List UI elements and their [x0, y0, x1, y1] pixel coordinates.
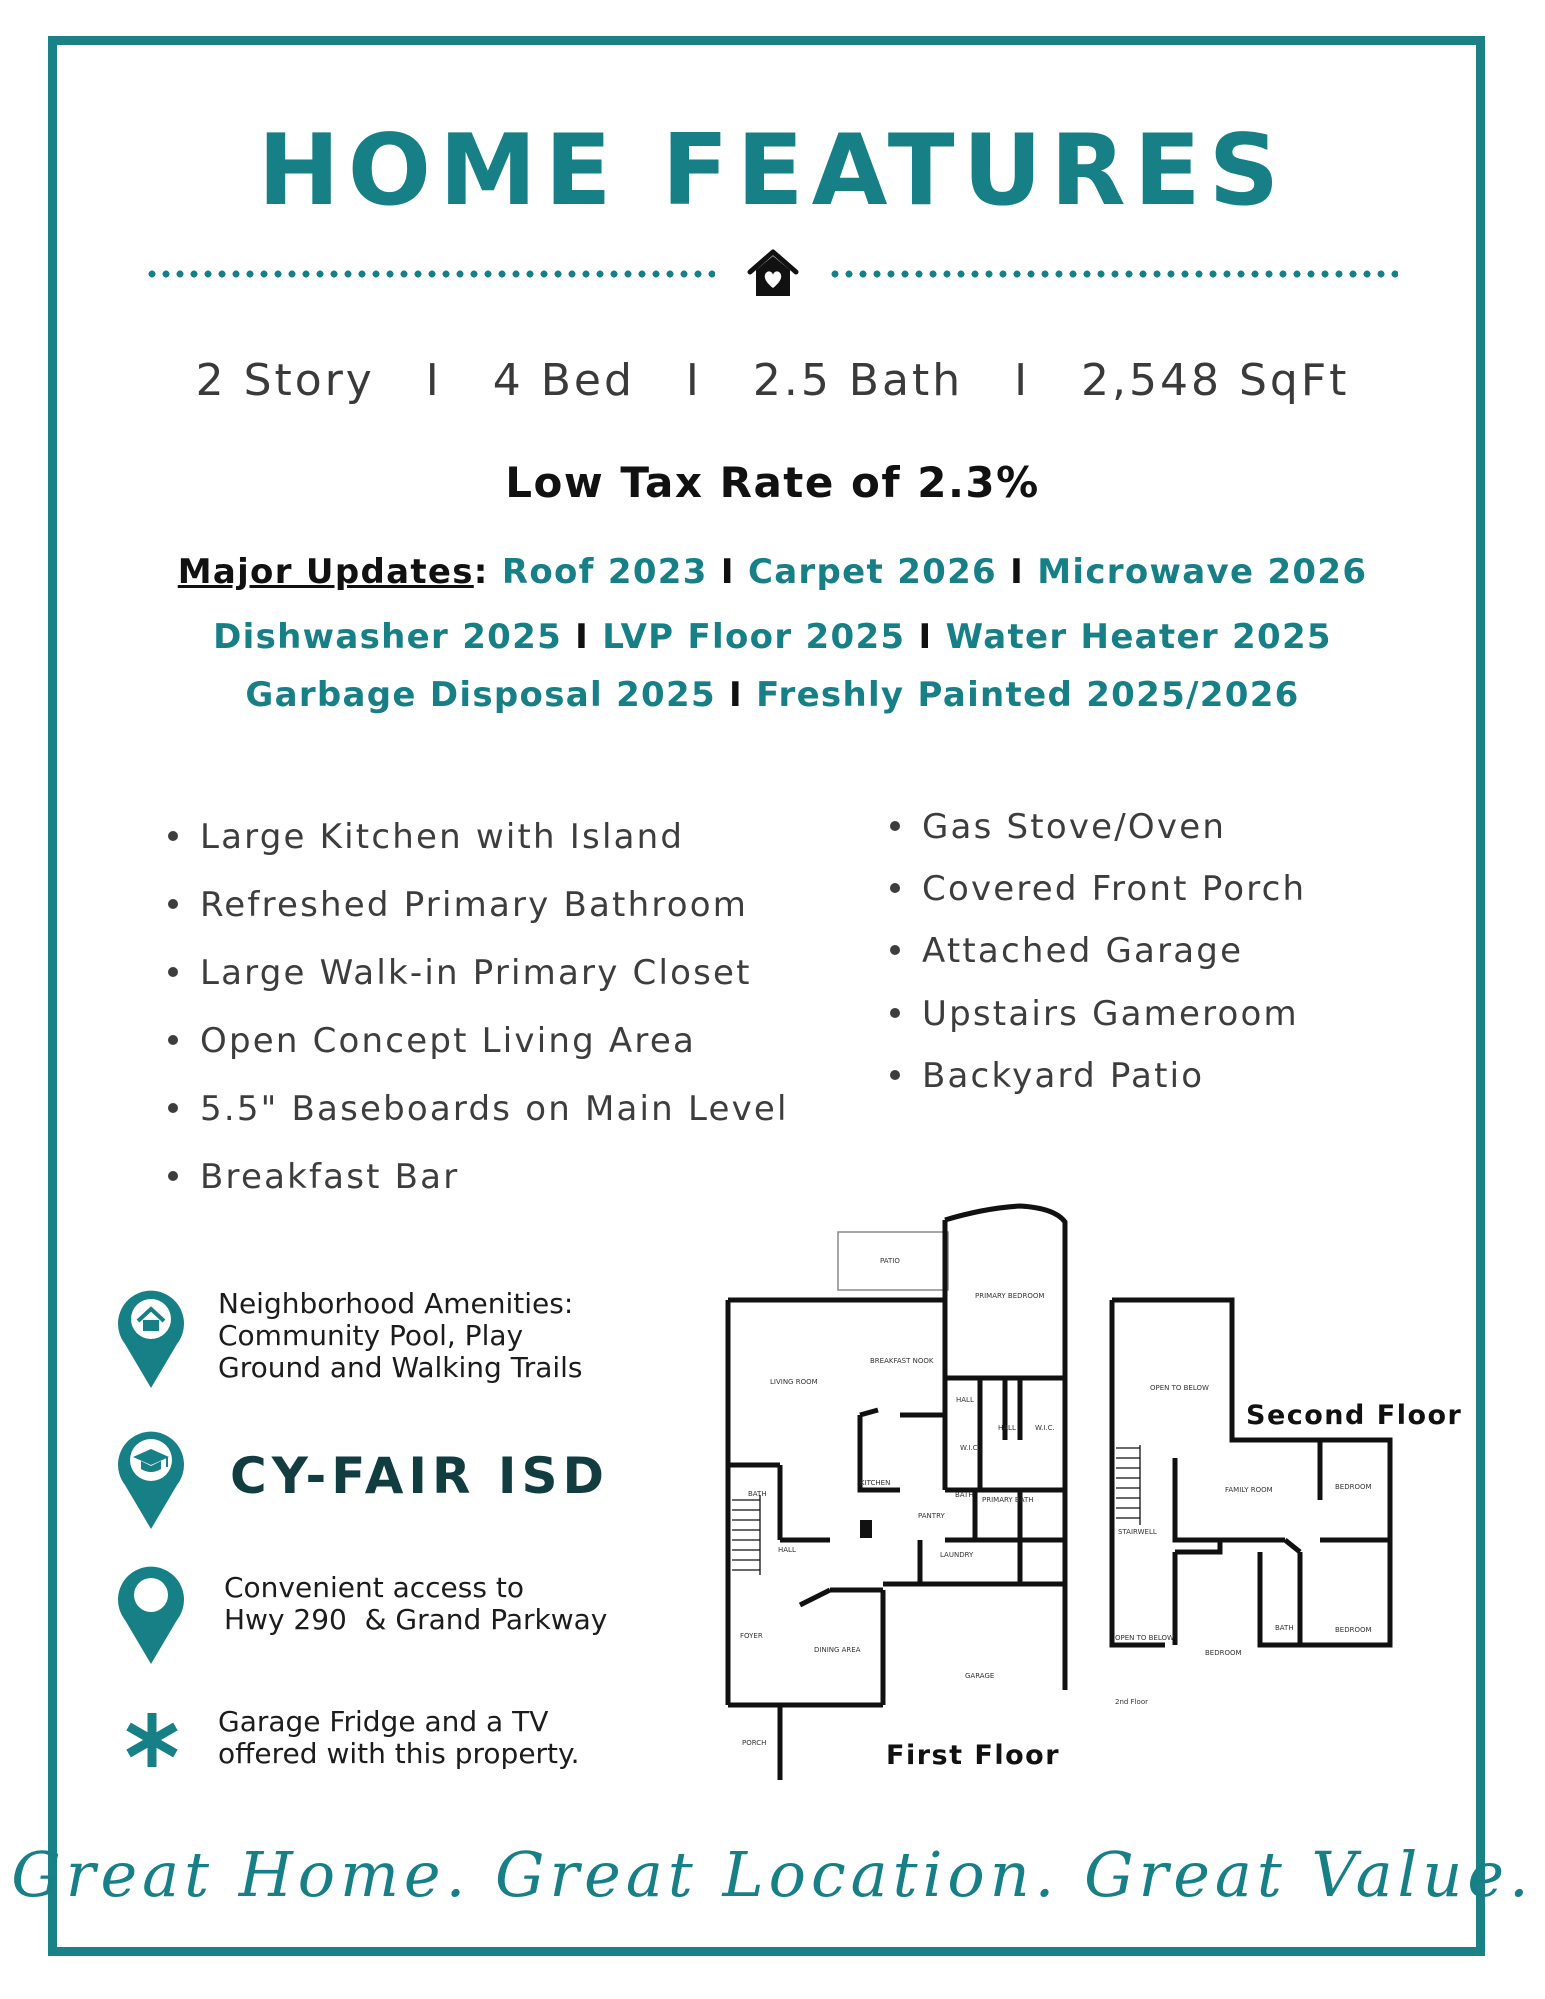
- floor-plan: [720, 1200, 1460, 1780]
- house-pin-icon: [116, 1284, 186, 1390]
- page-title: HOME FEATURES: [257, 114, 1288, 228]
- room-label: PORCH: [742, 1739, 767, 1747]
- room-label: HALL: [998, 1424, 1016, 1432]
- included-extras: Garage Fridge and a TV offered with this property.: [218, 1705, 580, 1770]
- feature-item: Breakfast Bar: [168, 1157, 459, 1197]
- room-label: BEDROOM: [1335, 1483, 1372, 1491]
- feature-item: Covered Front Porch: [890, 869, 1306, 909]
- room-label: OPEN TO BELOW: [1115, 1634, 1174, 1642]
- tax-rate: Low Tax Rate of 2.3%: [505, 458, 1040, 507]
- room-label: HALL: [778, 1546, 796, 1554]
- room-label: PRIMARY BEDROOM: [975, 1292, 1045, 1300]
- room-label: BREAKFAST NOOK: [870, 1357, 934, 1365]
- update-item: LVP Floor 2025: [602, 617, 906, 657]
- stat-separator: I: [685, 355, 702, 406]
- updates-label: Major Updates: [177, 552, 474, 592]
- room-label: HALL: [956, 1396, 974, 1404]
- room-label: DINING AREA: [814, 1646, 861, 1654]
- room-label: OPEN TO BELOW: [1150, 1384, 1209, 1392]
- highway-access: Convenient access to Hwy 290 & Grand Parkway: [224, 1571, 608, 1636]
- second-floor-label: Second Floor: [1240, 1400, 1468, 1431]
- graduation-cap-pin-icon: [116, 1425, 186, 1531]
- room-label: PANTRY: [918, 1512, 945, 1520]
- stat-separator: I: [425, 355, 442, 406]
- asterisk-icon: [122, 1710, 182, 1770]
- room-label: STAIRWELL: [1118, 1528, 1157, 1536]
- update-item: Water Heater 2025: [945, 617, 1332, 657]
- room-label: FOYER: [740, 1632, 763, 1640]
- update-item: Microwave 2026: [1037, 552, 1368, 592]
- feature-item: Upstairs Gameroom: [890, 994, 1299, 1034]
- second-floor-walls: [1112, 1300, 1390, 1645]
- feature-item: Refreshed Primary Bathroom: [168, 885, 748, 925]
- room-label: FAMILY ROOM: [1225, 1486, 1273, 1494]
- slogan: Great Home. Great Location. Great Value.: [11, 1838, 1534, 1911]
- room-label: 2nd Floor: [1115, 1698, 1148, 1706]
- house-heart-icon: [746, 248, 800, 300]
- feature-item: Large Walk-in Primary Closet: [168, 953, 752, 993]
- stat-baths: 2.5 Bath: [752, 355, 964, 406]
- first-floor-stairs: [732, 1495, 760, 1575]
- first-floor-label: First Floor: [880, 1740, 1066, 1771]
- update-item: Garbage Disposal 2025: [245, 675, 716, 715]
- updates-line-2: Dishwasher 2025 I LVP Floor 2025 I Water Heater 2025: [213, 617, 1332, 657]
- update-item: Roof 2023: [501, 552, 708, 592]
- room-label: PRIMARY BATH: [982, 1496, 1034, 1504]
- feature-item: Attached Garage: [890, 931, 1243, 971]
- room-label: BEDROOM: [1335, 1626, 1372, 1634]
- room-label: BEDROOM: [1205, 1649, 1242, 1657]
- neighborhood-amenities: Neighborhood Amenities: Community Pool, Play Ground and Walking Trails: [218, 1287, 583, 1384]
- updates-line-1: Major Updates: Roof 2023 I Carpet 2026 I Microwave 2026: [177, 552, 1368, 592]
- stat-separator: I: [1014, 355, 1031, 406]
- room-label: BATH: [748, 1490, 767, 1498]
- update-item: Dishwasher 2025: [213, 617, 563, 657]
- stat-beds: 4 Bed: [492, 355, 635, 406]
- location-pin-icon: [116, 1560, 186, 1666]
- room-label: GARAGE: [965, 1672, 995, 1680]
- room-label: KITCHEN: [860, 1479, 891, 1487]
- feature-item: Open Concept Living Area: [168, 1021, 696, 1061]
- feature-item: Gas Stove/Oven: [890, 807, 1226, 847]
- stat-sqft: 2,548 SqFt: [1081, 355, 1350, 406]
- stat-stories: 2 Story: [195, 355, 375, 406]
- room-label: PATIO: [880, 1257, 900, 1265]
- feature-item: 5.5" Baseboards on Main Level: [168, 1089, 789, 1129]
- room-label: W.I.C.: [960, 1444, 980, 1452]
- school-district: CY-FAIR ISD: [230, 1447, 610, 1505]
- feature-item: Backyard Patio: [890, 1056, 1204, 1096]
- feature-item: Large Kitchen with Island: [168, 817, 684, 857]
- dotted-divider-right: [828, 270, 1398, 278]
- dotted-divider-left: [145, 270, 715, 278]
- room-label: LAUNDRY: [940, 1551, 974, 1559]
- room-label: LIVING ROOM: [770, 1378, 818, 1386]
- home-stats: [0, 355, 1545, 406]
- updates-line-3: Garbage Disposal 2025 I Freshly Painted 2025/2026: [245, 675, 1300, 715]
- room-label: BATH: [1275, 1624, 1294, 1632]
- room-label: BATH: [955, 1491, 974, 1499]
- update-item: Freshly Painted 2025/2026: [756, 675, 1300, 715]
- update-item: Carpet 2026: [747, 552, 998, 592]
- second-floor-stairs: [1116, 1445, 1140, 1525]
- room-label: W.I.C.: [1035, 1424, 1055, 1432]
